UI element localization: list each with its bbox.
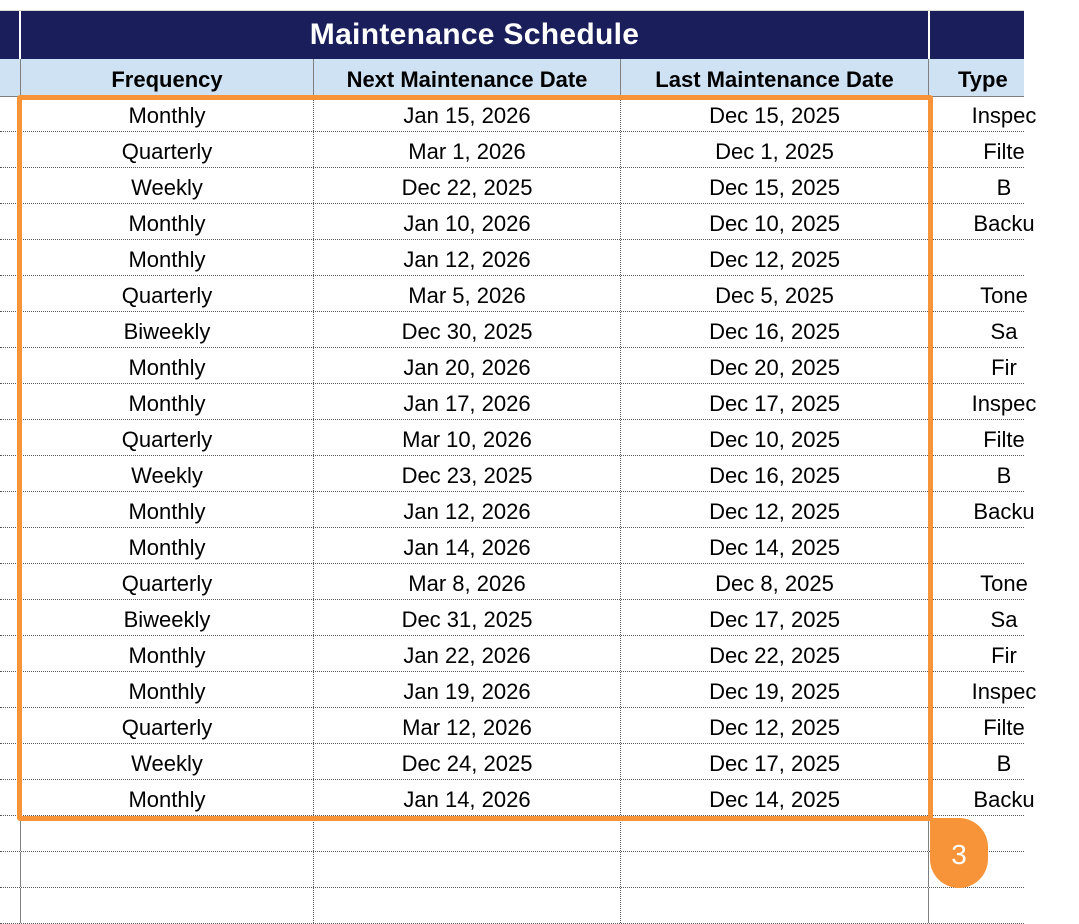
type-cell[interactable]: Inspec [971,103,1037,128]
type-cell[interactable]: B [996,175,1012,200]
row-gutter-cell[interactable] [0,636,21,671]
frequency-cell[interactable]: Weekly [21,744,314,779]
next-maintenance-date-cell[interactable]: Jan 12, 2026 [314,240,621,275]
next-maintenance-date-cell[interactable]: Mar 10, 2026 [314,420,621,455]
table-row [0,348,1024,384]
row-gutter-cell[interactable] [0,744,21,779]
next-maintenance-date-cell[interactable]: Dec 24, 2025 [314,744,621,779]
type-cell[interactable]: Filte [983,139,1025,164]
next-maintenance-date-cell[interactable]: Mar 12, 2026 [314,708,621,743]
next-maintenance-date-cell[interactable]: Dec 22, 2025 [314,168,621,203]
next-maintenance-date-cell[interactable] [314,888,621,923]
frequency-cell[interactable]: Quarterly [21,276,314,311]
frequency-cell[interactable]: Weekly [21,456,314,491]
frequency-cell[interactable]: Monthly [21,492,314,527]
row-gutter-cell[interactable] [0,780,21,815]
last-maintenance-date-cell[interactable]: Dec 14, 2025 [621,780,929,815]
last-maintenance-date-cell[interactable]: Dec 8, 2025 [621,564,929,599]
sheet-title[interactable]: Maintenance Schedule [309,18,640,51]
next-maintenance-date-cell[interactable]: Dec 30, 2025 [314,312,621,347]
next-maintenance-date-cell[interactable] [314,852,621,887]
table-row [0,96,1037,132]
last-maintenance-date-cell[interactable]: Dec 16, 2025 [621,456,929,491]
row-gutter-cell[interactable] [0,204,21,239]
table-row [0,492,1035,528]
frequency-cell[interactable]: Monthly [21,672,314,707]
type-cell[interactable] [929,240,1079,275]
row-gutter-cell[interactable] [0,708,21,743]
table-row [0,564,1028,600]
type-cell[interactable]: Inspec [971,391,1037,416]
last-maintenance-date-cell[interactable]: Dec 19, 2025 [621,672,929,707]
row-gutter-cell[interactable] [0,420,21,455]
last-maintenance-date-cell[interactable]: Dec 20, 2025 [621,348,929,383]
row-gutter-cell[interactable] [0,96,21,131]
last-maintenance-date-cell[interactable]: Dec 5, 2025 [621,276,929,311]
type-cell[interactable]: Backu [973,787,1035,812]
frequency-cell[interactable]: Monthly [21,528,314,563]
type-cell[interactable] [929,528,1079,563]
header-last-maintenance-date[interactable]: Last Maintenance Date [621,59,929,96]
next-maintenance-date-cell[interactable]: Mar 1, 2026 [314,132,621,167]
frequency-cell[interactable] [21,888,314,923]
last-maintenance-date-cell[interactable]: Dec 12, 2025 [621,708,929,743]
table-row [0,708,1024,744]
type-cell[interactable]: Sa [990,607,1018,632]
frequency-cell[interactable]: Monthly [21,780,314,815]
last-maintenance-date-cell[interactable]: Dec 15, 2025 [621,96,929,131]
next-maintenance-date-cell[interactable]: Jan 20, 2026 [314,348,621,383]
frequency-cell[interactable]: Monthly [21,96,314,131]
table-row [0,672,1037,708]
table-row [0,528,1024,564]
row-gutter-cell[interactable] [0,312,21,347]
table-row [0,420,1024,456]
next-maintenance-date-cell[interactable]: Mar 8, 2026 [314,564,621,599]
frequency-cell[interactable]: Monthly [21,384,314,419]
step-badge: 3 [930,818,988,888]
column-header-strip [0,0,1024,11]
row-gutter-cell[interactable] [0,240,21,275]
table-row [0,240,1024,276]
type-cell[interactable]: Filte [983,715,1025,740]
header-cell-blank[interactable] [0,59,21,96]
table-row [0,384,1037,420]
type-cell[interactable]: Tone [980,283,1028,308]
last-maintenance-date-cell[interactable]: Dec 12, 2025 [621,240,929,275]
next-maintenance-date-cell[interactable]: Mar 5, 2026 [314,276,621,311]
header-type[interactable]: Type [958,67,1008,92]
frequency-cell[interactable] [21,852,314,887]
type-cell[interactable]: Sa [990,319,1018,344]
last-maintenance-date-cell[interactable]: Dec 10, 2025 [621,204,929,239]
next-maintenance-date-cell[interactable]: Jan 19, 2026 [314,672,621,707]
type-cell[interactable] [929,888,1079,923]
last-maintenance-date-cell[interactable]: Dec 17, 2025 [621,384,929,419]
type-cell[interactable]: B [996,463,1012,488]
table-row [0,780,1035,816]
last-maintenance-date-cell[interactable]: Dec 16, 2025 [621,312,929,347]
type-cell[interactable]: Backu [973,499,1035,524]
type-cell[interactable]: Fir [991,643,1017,668]
type-cell[interactable]: Filte [983,427,1025,452]
next-maintenance-date-cell[interactable]: Jan 22, 2026 [314,636,621,671]
frequency-cell[interactable]: Quarterly [21,708,314,743]
row-gutter-cell[interactable] [0,852,21,887]
last-maintenance-date-cell[interactable]: Dec 1, 2025 [621,132,929,167]
title-right-separator [928,11,930,59]
next-maintenance-date-cell[interactable]: Jan 12, 2026 [314,492,621,527]
frequency-cell[interactable]: Weekly [21,168,314,203]
type-cell[interactable]: Inspec [971,679,1037,704]
frequency-cell[interactable]: Monthly [21,240,314,275]
last-maintenance-date-cell[interactable]: Dec 10, 2025 [621,420,929,455]
next-maintenance-date-cell[interactable] [314,816,621,851]
frequency-cell[interactable]: Monthly [21,204,314,239]
row-gutter-cell[interactable] [0,348,21,383]
table-row [0,312,1024,348]
frequency-cell[interactable]: Quarterly [21,132,314,167]
row-gutter-cell[interactable] [0,276,21,311]
next-maintenance-date-cell[interactable]: Dec 31, 2025 [314,600,621,635]
last-maintenance-date-cell[interactable] [621,888,929,923]
table-row [0,276,1028,312]
next-maintenance-date-cell[interactable]: Jan 14, 2026 [314,780,621,815]
type-cell[interactable]: Fir [991,355,1017,380]
type-cell[interactable]: B [996,751,1012,776]
last-maintenance-date-cell[interactable]: Dec 12, 2025 [621,492,929,527]
table-row [0,744,1024,780]
last-maintenance-date-cell[interactable] [621,852,929,887]
table-row [0,816,1024,852]
row-gutter-cell[interactable] [0,492,21,527]
last-maintenance-date-cell[interactable]: Dec 17, 2025 [621,744,929,779]
row-gutter-cell[interactable] [0,600,21,635]
frequency-cell[interactable]: Quarterly [21,564,314,599]
row-gutter-cell[interactable] [0,456,21,491]
table-row [0,168,1024,204]
next-maintenance-date-cell[interactable]: Jan 17, 2026 [314,384,621,419]
row-gutter-cell[interactable] [0,132,21,167]
table-row [0,456,1024,492]
table-row [0,636,1024,672]
row-gutter-cell[interactable] [0,888,21,923]
frequency-cell[interactable]: Monthly [21,636,314,671]
row-gutter-cell[interactable] [0,528,21,563]
next-maintenance-date-cell[interactable]: Jan 14, 2026 [314,528,621,563]
table-row [0,888,1024,924]
frequency-cell[interactable] [21,816,314,851]
type-cell[interactable]: Backu [973,211,1035,236]
table-row [0,600,1024,636]
frequency-cell[interactable]: Monthly [21,348,314,383]
frequency-cell[interactable]: Biweekly [21,600,314,635]
row-gutter-cell[interactable] [0,168,21,203]
table-row [0,852,1024,888]
last-maintenance-date-cell[interactable] [621,816,929,851]
row-gutter-cell[interactable] [0,816,21,851]
last-maintenance-date-cell[interactable]: Dec 14, 2025 [621,528,929,563]
row-gutter-cell[interactable] [0,564,21,599]
last-maintenance-date-cell[interactable]: Dec 22, 2025 [621,636,929,671]
next-maintenance-date-cell[interactable]: Jan 10, 2026 [314,204,621,239]
last-maintenance-date-cell[interactable]: Dec 17, 2025 [621,600,929,635]
row-gutter-cell[interactable] [0,384,21,419]
frequency-cell[interactable]: Biweekly [21,312,314,347]
table-row [0,132,1024,168]
next-maintenance-date-cell[interactable]: Dec 23, 2025 [314,456,621,491]
frequency-cell[interactable]: Quarterly [21,420,314,455]
table-row [0,204,1035,240]
next-maintenance-date-cell[interactable]: Jan 15, 2026 [314,96,621,131]
last-maintenance-date-cell[interactable]: Dec 15, 2025 [621,168,929,203]
row-gutter-cell[interactable] [0,672,21,707]
type-cell[interactable]: Tone [980,571,1028,596]
header-frequency[interactable]: Frequency [21,59,314,96]
header-next-maintenance-date[interactable]: Next Maintenance Date [314,59,621,96]
